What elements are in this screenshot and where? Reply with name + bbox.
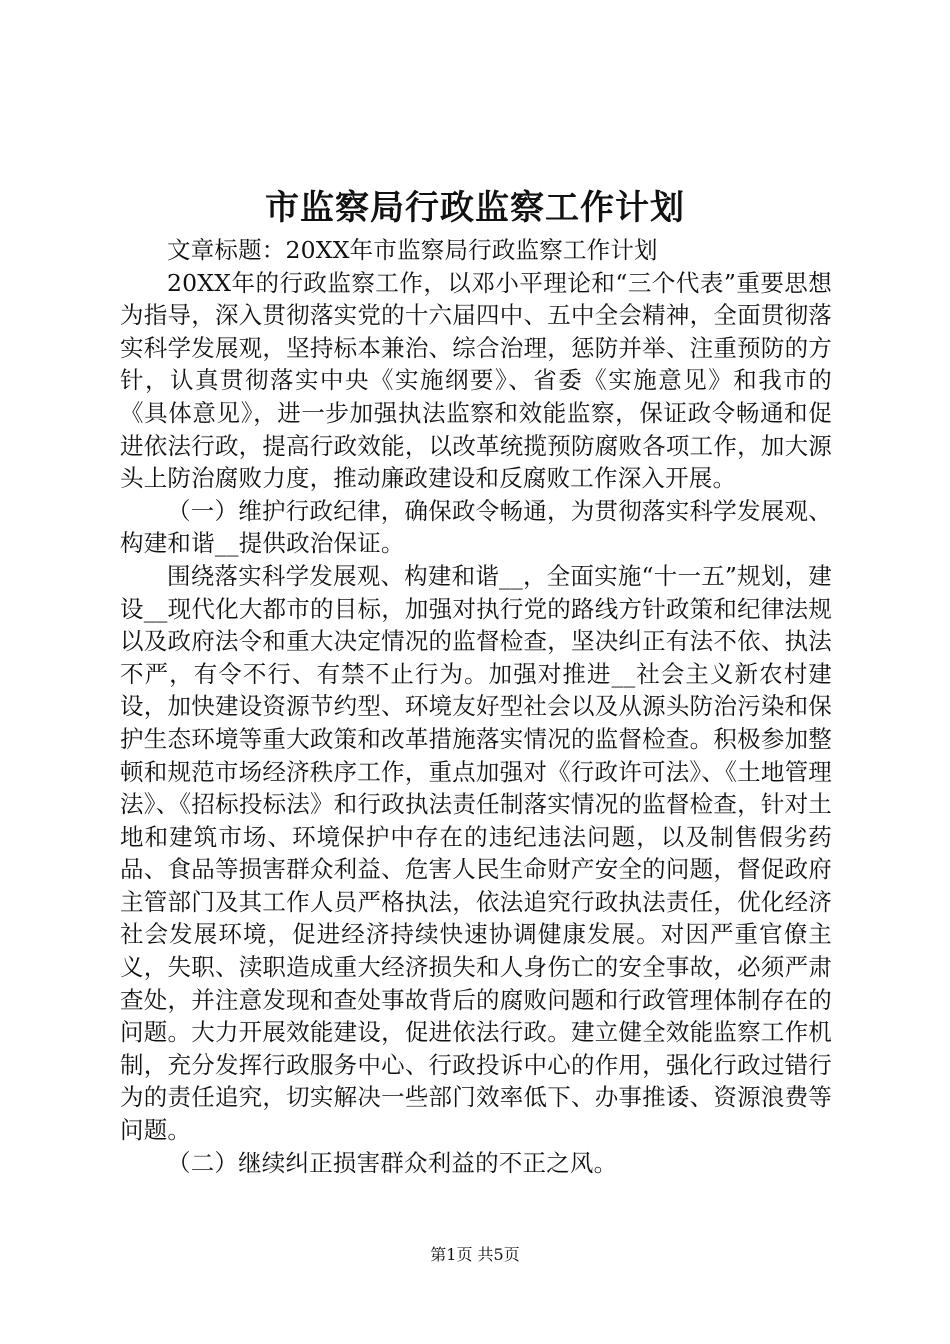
document-title: 市监察局行政监察工作计划 <box>265 188 685 228</box>
document-body <box>120 234 832 1179</box>
page-number-footer: 第1页 共5页 <box>430 1245 520 1264</box>
paragraph-intro: 20XX年的行政监察工作，以邓小平理论和“三个代表”重要思想为指导，深入贯彻落实党的十六届四中、五中全会精神，全面贯彻落实科学发展观，坚持标本兼治、综合治理，惩防并举、注重预防的方针，认真贯彻落实中央《实施纲要》、省委《实施意见》和我市的《具体意见》，进一步加强执法监察和效能监察，保证政令畅通和促进依法行政，提高行政效能，以改革统揽预防腐败各项工作，加大源头上防治腐败力度，推动廉政建设和反腐败工作深入开展。 <box>120 268 832 493</box>
paragraph-section-two-heading: （二）继续纠正损害群众利益的不正之风。 <box>167 1148 618 1177</box>
paragraph-section-one-heading: （一）维护行政纪律，确保政令畅通，为贯彻落实科学发展观、构建和谐__提供政治保证。 <box>120 496 832 558</box>
paragraph-section-one-body: 围绕落实科学发展观、构建和谐__，全面实施“十一五”规划，建设__现代化大都市的目标，加强对执行党的路线方针政策和纪律法规以及政府法令和重大决定情况的监督检查，坚决纠正有法不依、执法不严，有令不行、有禁不止行为。加强对推进__社会主义新农村建设，加快建设资源节约型、环境友好型社会以及从源头防治污染和保护生态环境等重大政策和改革措施落实情况的监督检查。积极参加整顿和规范市场经济秩序工作，重点加强对《行政许可法》、《土地管理法》、《招标投标法》和行政执法责任制落实情况的监督检查，针对土地和建筑市场、环境保护中存在的违纪违法问题，以及制售假劣药品、食品等损害群众利益、危害人民生命财产安全的问题，督促政府主管部门及其工作人员严格执法，依法追究行政执法责任，优化经济社会发展环境，促进经济持续快速协调健康发展。对因严重官僚主义，失职、渎职造成重大经济损失和人身伤亡的安全事故，必须严肃查处，并注意发现和查处事故背后的腐败问题和行政管理体制存在的问题。大力开展效能建设，促进依法行政。建立健全效能监察工作机制，充分发挥行政服务中心、行政投诉中心的作用，强化行政过错行为的责任追究，切实解决一些部门效率低下、办事推诿、资源浪费等问题。 <box>120 561 832 1145</box>
paragraph-article-title: 文章标题：20XX年市监察局行政监察工作计划 <box>167 236 658 264</box>
